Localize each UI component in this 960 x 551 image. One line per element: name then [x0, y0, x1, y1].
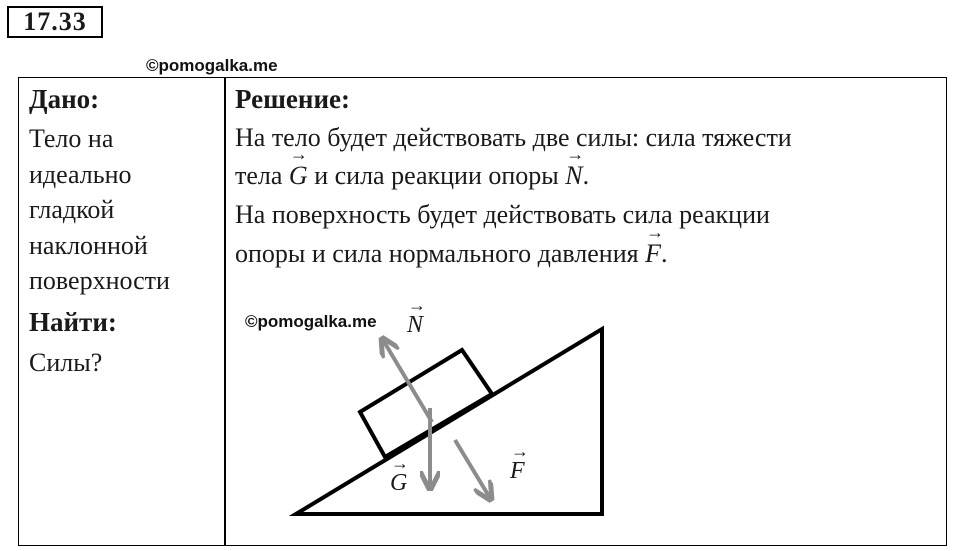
label-n	[407, 312, 423, 339]
vector-f: → F	[645, 239, 661, 269]
watermark: ©pomogalka.me	[146, 56, 278, 75]
solution-text: тела	[235, 161, 289, 190]
solution-line-1: На тело будет действовать две силы: сила тяжести	[235, 123, 792, 152]
solution-text: опоры и сила нормального давления	[235, 239, 646, 268]
given-line: идеально	[29, 159, 132, 189]
vector-n: → N	[565, 161, 582, 191]
diagram-watermark: ©pomogalka.me	[245, 312, 377, 331]
given-line: поверхности	[29, 266, 170, 295]
find-title: Найти:	[29, 307, 117, 337]
solution-text: .	[582, 161, 590, 190]
label-g	[390, 470, 407, 497]
block	[360, 350, 492, 457]
solution-text: .	[661, 239, 668, 268]
find-text: Силы?	[29, 348, 103, 377]
vector-g-label: → G	[390, 470, 407, 497]
solution-title: Решение:	[235, 84, 350, 114]
vector-f-label: → F	[510, 458, 525, 485]
pressure-force-arrow	[455, 440, 490, 498]
vector-g: → G	[289, 161, 308, 191]
solution-line-3: На поверхность будет действовать сила реакции	[235, 200, 770, 229]
given-line: гладкой	[29, 195, 115, 224]
label-f	[510, 458, 525, 485]
given-title: Дано:	[29, 84, 100, 114]
given-line: наклонной	[29, 230, 148, 260]
vector-n-label: → N	[407, 312, 423, 339]
solution-text: и сила реакции опоры	[307, 161, 566, 190]
given-line: Тело на	[29, 124, 114, 153]
problem-number: 17.33	[7, 6, 103, 38]
